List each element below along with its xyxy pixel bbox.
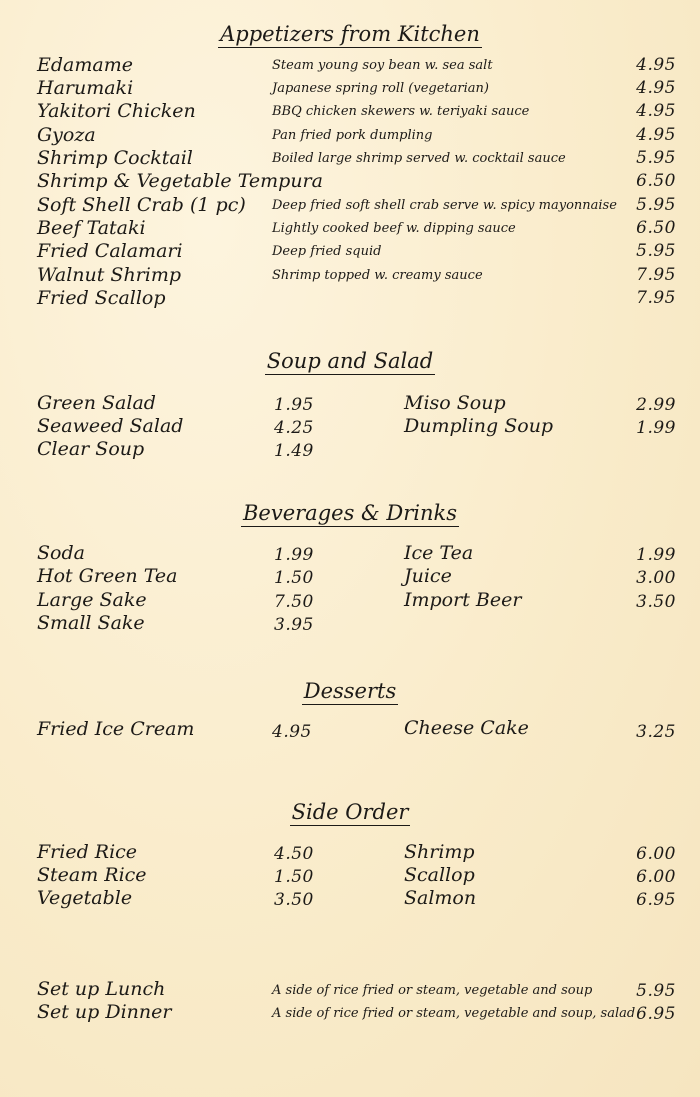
item-name: Set up Dinner [37,1001,172,1023]
item-price: 6.95 [636,890,676,910]
item-name: Harumaki [37,77,134,99]
item-name: Walnut Shrimp [37,264,182,286]
item-name: Fried Ice Cream [37,718,195,740]
item-desc: Shrimp topped w. creamy sauce [272,268,483,283]
item-desc: Deep fried squid [272,244,382,259]
item-price: 6.50 [636,171,676,191]
item-name: Edamame [37,54,133,76]
item-name: Seaweed Salad [37,415,184,437]
item-price: 4.95 [636,125,676,145]
item-price: 6.95 [636,1004,676,1024]
item-price: 4.25 [274,418,314,438]
item-price: 3.00 [636,568,676,588]
desserts-heading: Desserts [303,679,397,703]
item-price: 2.99 [636,395,676,415]
item-name: Shrimp [404,841,475,863]
item-price: 7.50 [274,592,314,612]
item-name: Beef Tataki [37,217,146,239]
item-price: 7.95 [636,288,676,308]
appetizers-heading: Appetizers from Kitchen [220,22,480,46]
item-price: 1.50 [274,568,314,588]
item-price: 1.99 [636,545,676,565]
item-name: Salmon [404,887,477,909]
item-price: 5.95 [636,981,676,1001]
item-price: 5.95 [636,148,676,168]
item-price: 1.50 [274,867,314,887]
item-price: 5.95 [636,195,676,215]
item-name: Miso Soup [404,392,506,414]
item-price: 1.95 [274,395,314,415]
item-name: Small Sake [37,612,145,634]
item-price: 6.00 [636,844,676,864]
item-price: 4.95 [636,78,676,98]
item-name: Cheese Cake [404,717,529,739]
item-desc: Boiled large shrimp served w. cocktail sauce [272,151,566,166]
item-name: Vegetable [37,887,133,909]
item-price: 3.25 [636,722,676,742]
item-name: Juice [404,565,452,587]
item-price: 1.49 [274,441,314,461]
item-name: Set up Lunch [37,978,166,1000]
item-price: 1.99 [636,418,676,438]
item-name: Fried Calamari [37,240,183,262]
item-name: Scallop [404,864,475,886]
item-price: 4.95 [636,55,676,75]
item-name: Shrimp & Vegetable Tempura [37,170,323,192]
item-name: Green Salad [37,392,156,414]
item-desc: A side of rice fried or steam, vegetable and soup [272,983,593,998]
item-name: Steam Rice [37,864,147,886]
side-order-heading: Side Order [291,800,409,824]
item-price: 4.95 [272,722,312,742]
item-desc: Deep fried soft shell crab serve w. spicy mayonnaise [272,198,617,213]
item-desc: Japanese spring roll (vegetarian) [272,81,489,96]
item-name: Clear Soup [37,438,145,460]
item-name: Fried Scallop [37,287,166,309]
item-price: 4.50 [274,844,314,864]
item-price: 1.99 [274,545,314,565]
soup-salad-heading: Soup and Salad [266,349,434,373]
item-desc: Pan fried pork dumpling [272,128,433,143]
beverages-heading: Beverages & Drinks [242,501,458,525]
item-desc: BBQ chicken skewers w. teriyaki sauce [272,104,530,119]
item-name: Yakitori Chicken [37,100,196,122]
item-desc: Steam young soy bean w. sea salt [272,58,493,73]
item-name: Import Beer [404,589,522,611]
item-price: 5.95 [636,241,676,261]
item-price: 3.50 [636,592,676,612]
item-price: 4.95 [636,101,676,121]
item-name: Hot Green Tea [37,565,178,587]
item-price: 6.50 [636,218,676,238]
item-name: Ice Tea [404,542,474,564]
item-price: 3.50 [274,890,314,910]
item-name: Gyoza [37,124,96,146]
item-desc: A side of rice fried or steam, vegetable and soup, salad [272,1006,636,1021]
item-price: 3.95 [274,615,314,635]
item-price: 7.95 [636,265,676,285]
item-name: Soft Shell Crab (1 pc) [37,194,246,216]
item-name: Soda [37,542,85,564]
item-name: Fried Rice [37,841,138,863]
item-name: Shrimp Cocktail [37,147,193,169]
item-name: Dumpling Soup [404,415,554,437]
item-desc: Lightly cooked beef w. dipping sauce [272,221,516,236]
item-name: Large Sake [37,589,147,611]
item-price: 6.00 [636,867,676,887]
